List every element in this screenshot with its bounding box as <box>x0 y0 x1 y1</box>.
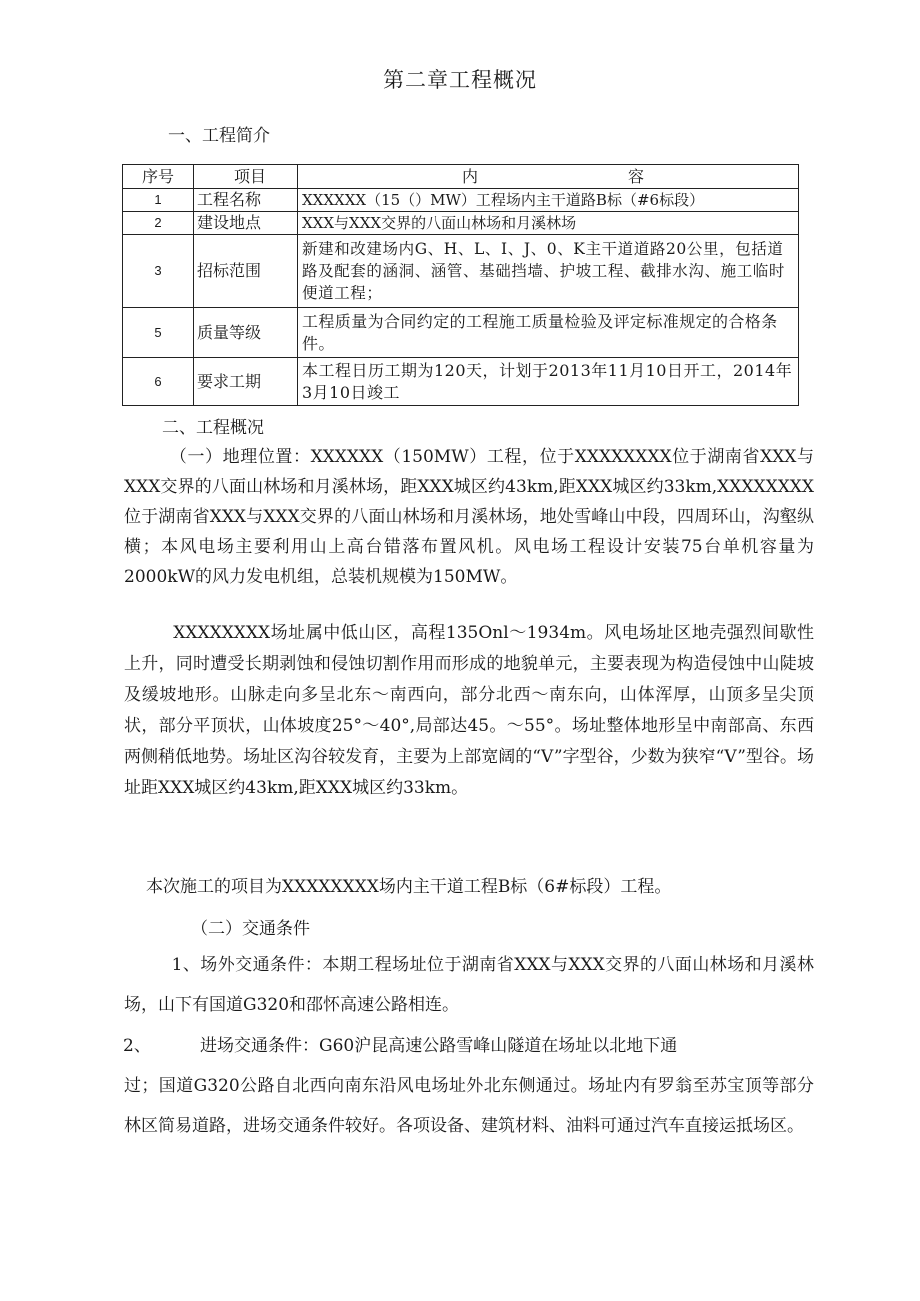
row-no: 6 <box>123 358 194 406</box>
table-row <box>123 212 799 235</box>
paragraph-terrain: XXXXXXXX场址属中低山区，高程135Onl～1934m。风电场址区地壳强烈间歇性上升，同时遭受长期剥蚀和侵蚀切割作用而形成的地貌单元，主要表现为构造侵蚀中山陡坡及缓坡地形。山脉走向多呈北东～南西向，部分北西～南东向，山体浑厚，山顶多呈尖顶状，部分平顶状，山体坡度25°～40°,局部达45。～55°。场址整体地形呈中南部高、东西两侧稍低地势。场址区沟谷较发育，主要为上部宽阔的“V”字型谷，少数为狭窄“V”型谷。场址距XXX城区约43km,距XXX城区约33km。 <box>124 623 814 798</box>
row-content: 新建和改建场内G、H、L、I、J、0、K主干道道路20公里，包括道路及配套的涵洞、涵管、基础挡墙、护坡工程、截排水沟、施工临时便道工程； <box>298 235 799 308</box>
row-item: 要求工期 <box>194 358 298 406</box>
table-row <box>123 235 799 308</box>
row-no: 1 <box>123 189 194 212</box>
project-info-table <box>122 164 799 406</box>
table-row <box>123 189 799 212</box>
paragraph-project: 本次施工的项目为XXXXXXXX场内主干道工程B标（6#标段）工程。 <box>146 877 672 897</box>
section-heading-intro: 一、工程简介 <box>168 126 270 146</box>
paragraph-geography: （一）地理位置：XXXXXX（150MW）工程，位于XXXXXXXX位于湖南省XXX与XXX交界的八面山林场和月溪林场，距XXX城区约43km,距XXX城区约33km,XXXXXXXX位于湖南省XXX与XXX交界的八面山林场和月溪林场，地处雪峰山中段，四周环山，沟壑纵横；本风电场主要利用山上高台错落布置风机。风电场工程设计安装75台单机容量为2000kW的风力发电机组，总装机规模为150MW。 <box>124 447 814 587</box>
table-row <box>123 308 799 358</box>
table-row <box>123 358 799 406</box>
table-header-row <box>123 165 799 189</box>
header-item-label: 项目 <box>234 166 267 186</box>
row-no: 3 <box>123 235 194 308</box>
subsection-heading-traffic: （二）交通条件 <box>191 919 310 939</box>
row-item: 质量等级 <box>194 308 298 358</box>
internal-traffic-number: 2、 <box>123 1036 151 1056</box>
row-item: 工程名称 <box>194 189 298 212</box>
row-no: 2 <box>123 212 194 235</box>
header-item <box>194 165 298 189</box>
row-no: 5 <box>123 308 194 358</box>
row-content: XXXXXX（15（）MW）工程场内主干道路B标（#6标段） <box>298 189 799 212</box>
row-content: XXX与XXX交界的八面山林场和月溪林场 <box>298 212 799 235</box>
row-content: 本工程日历工期为120天，计划于2013年11月10日开工，2014年3月10日竣工 <box>298 358 799 406</box>
section-heading-overview: 二、工程概况 <box>162 418 264 438</box>
row-item: 建设地点 <box>194 212 298 235</box>
paragraph-internal-traffic: 过；国道G320公路自北西向南东沿风电场址外北东侧通过。场址内有罗翁至苏宝顶等部分林区简易道路，进场交通条件较好。各项设备、建筑材料、油料可通过汽车直接运抵场区。 <box>124 1076 814 1136</box>
paragraph-external-traffic: 1、场外交通条件：本期工程场址位于湖南省XXX与XXX交界的八面山林场和月溪林场，山下有国道G320和邵怀高速公路相连。 <box>124 955 814 1015</box>
page-title: 第二章工程概况 <box>383 68 537 92</box>
row-content: 工程质量为合同约定的工程施工质量检验及评定标准规定的合格条件。 <box>298 308 799 358</box>
header-content-b: 容 <box>627 166 644 186</box>
header-no: 序号 <box>123 165 194 189</box>
header-content-a: 内 <box>462 166 479 186</box>
header-content <box>298 165 799 189</box>
internal-traffic-heading: 进场交通条件：G60沪昆高速公路雪峰山隧道在场址以北地下通 <box>200 1036 678 1056</box>
row-item: 招标范围 <box>194 235 298 308</box>
